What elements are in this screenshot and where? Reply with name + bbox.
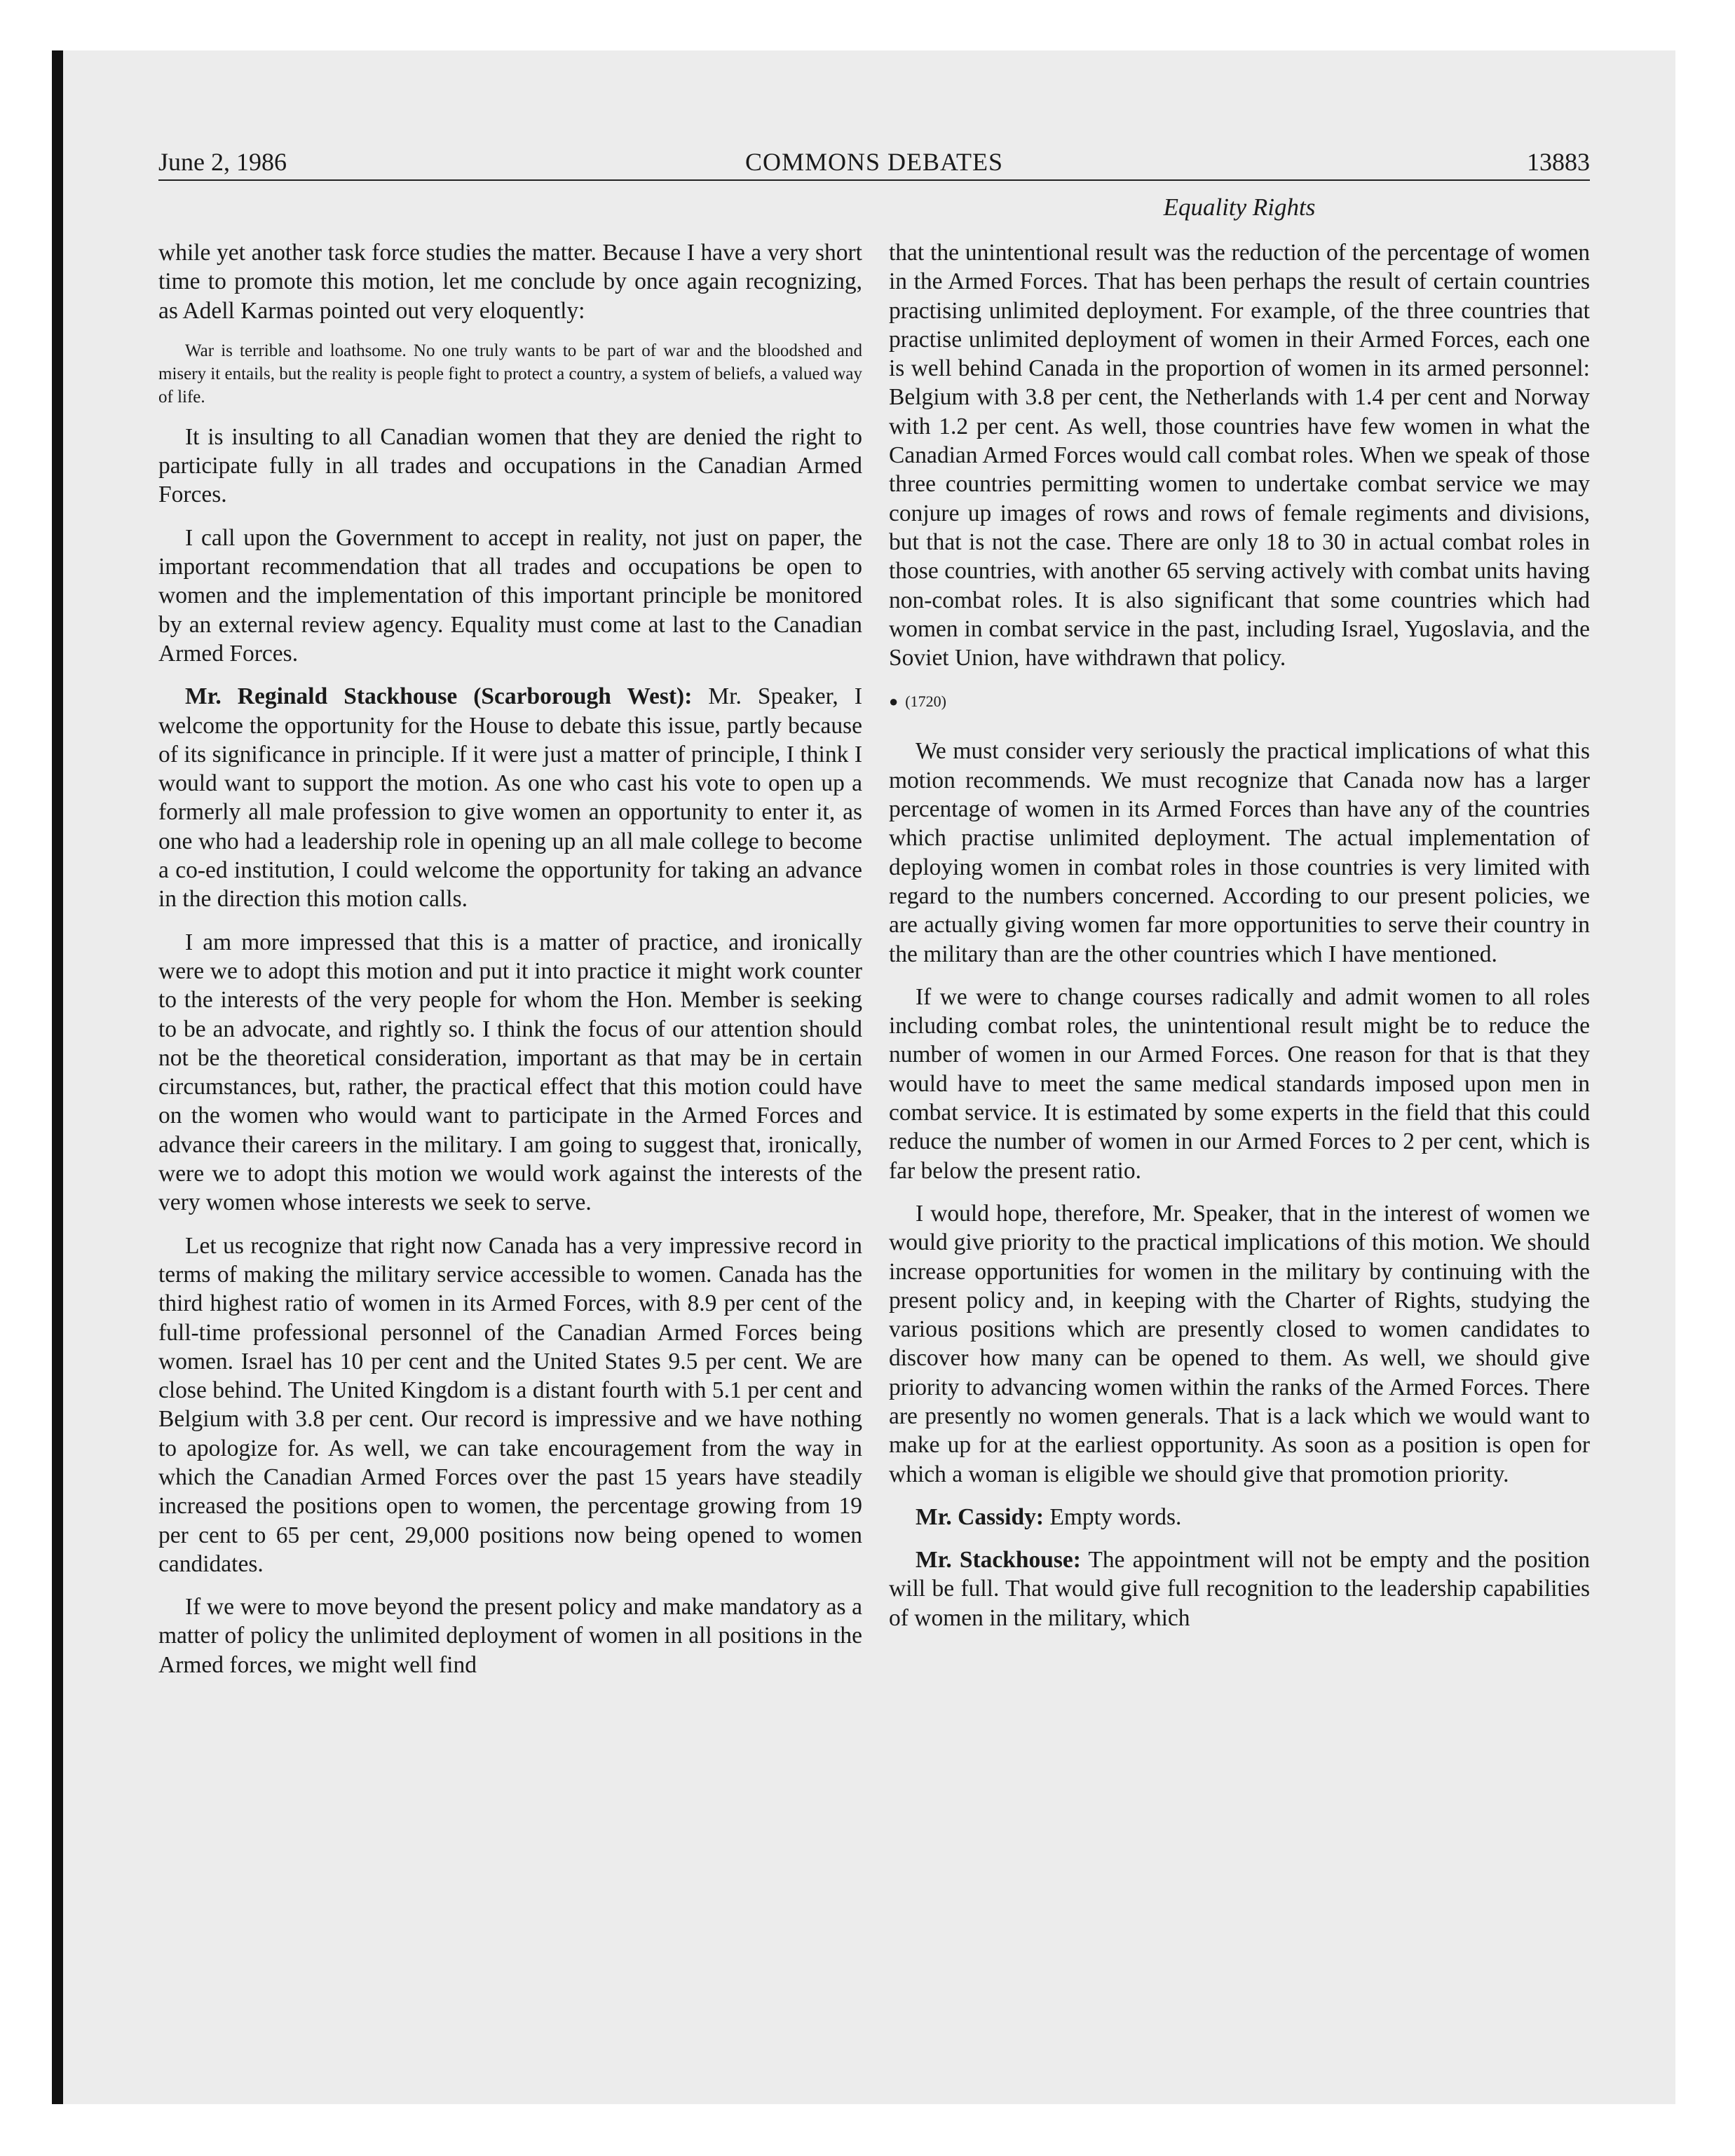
paragraph: while yet another task force studies the matter. Because I have a very short time to promote this motion, let me conclude by once again recognizing, as Adell Karmas pointed out very eloquently: xyxy=(158,240,862,324)
speech-text: Empty words. xyxy=(1044,1503,1182,1530)
paragraph: If we were to change courses radically and admit women to all roles including combat roles, the unintentional result might be to reduce the number of women in our Armed Forces. One reason for that is that they would have to meet the same medical standards imposed upon men in combat service. It is estimated by some experts in the field that this could reduce the number of women in our Armed Forces to 2 per cent, which is far below the present ratio. xyxy=(889,983,1590,1184)
speech-paragraph xyxy=(889,1503,1590,1531)
left-column xyxy=(158,238,862,1693)
bullet-icon: ● xyxy=(889,692,899,711)
section-title: Equality Rights xyxy=(1163,193,1316,221)
speech-text: Mr. Speaker, I welcome the opportunity for the House to debate this issue, partly because of its significance in principle. If it were just a matter of principle, I think I would want to support the motion. As one who cast his vote to open up a formerly all male profession to give women an opportunity to enter it, as one who had a leadership role in opening up an all male college to become a co-ed institution, I could welcome the opportunity for taking an advance in the direction this motion calls. xyxy=(158,683,862,913)
header-date: June 2, 1986 xyxy=(158,148,287,176)
right-column xyxy=(889,238,1590,1646)
speech-paragraph xyxy=(158,682,862,913)
paragraph: It is insulting to all Canadian women that they are denied the right to participate fully in all trades and occupations in the Canadian Armed Forces. xyxy=(158,423,862,508)
speaker-name: Mr. Reginald Stackhouse (Scarborough West): xyxy=(185,683,693,710)
page-header xyxy=(158,143,1590,181)
speaker-name: Mr. Cassidy: xyxy=(916,1503,1045,1530)
paragraph: Let us recognize that right now Canada has a very impressive record in terms of making the military service accessible to women. Canada has the third highest ratio of women in its Armed Forces, with 8.9 per cent of the full-time professional personnel of the Canadian Armed Forces being women. Israel has 10 per cent and the United States 9.5 per cent. We are close behind. The United Kingdom is a distant fourth with 5.1 per cent and Belgium with 3.8 per cent. Our record is impressive and we have nothing to apologize for. As well, we can take encouragement from the way in which the Canadian Armed Forces over the past 15 years have steadily increased the positions open to women, the percentage growing from 19 per cent to 65 per cent, 29,000 positions now being opened to women candidates. xyxy=(158,1232,862,1577)
paragraph: I call upon the Government to accept in reality, not just on paper, the important recommendation that all trades and occupations be open to women and the implementation of this important principle be monitored by an external review agency. Equality must come at last to the Canadian Armed Forces. xyxy=(158,524,862,667)
paragraph: If we were to move beyond the present policy and make mandatory as a matter of policy the unlimited deployment of women in all positions in the Armed forces, we might well find xyxy=(158,1594,862,1678)
paragraph: We must consider very seriously the practical implications of what this motion recommends. We must recognize that Canada now has a larger percentage of women in its Armed Forces than have any of the countries which practise unlimited deployment. The actual implementation of deploying women in combat roles in those countries is very limited with regard to the numbers concerned. According to our present policies, we are actually giving women far more opportunities to serve their country in the military than are the other countries which I have mentioned. xyxy=(889,738,1590,967)
paragraph: I am more impressed that this is a matter of practice, and ironically were we to adopt this motion and put it into practice it might work counter to the interests of the very people for whom the Hon. Member is seeking to be an advocate, and rightly so. I think the focus of our attention should not be the theoretical consideration, important as that may be in certain circumstances, but, rather, the practical effect that this motion could have on the women who would want to participate in the Armed Forces and advance their careers in the military. I am going to suggest that, ironically, were we to adopt this motion we would work against the interests of the very women whose interests we seek to serve. xyxy=(158,929,862,1216)
header-page-number: 13883 xyxy=(1527,148,1590,176)
scan-border xyxy=(52,50,63,2104)
header-title: COMMONS DEBATES xyxy=(744,148,1004,176)
paragraph: I would hope, therefore, Mr. Speaker, that in the interest of women we would give priority to the practical implications of this motion. We should increase opportunities for women in the military by continuing with the present policy and, in keeping with the Charter of Rights, studying the various positions which are presently closed to women candidates to discover how many can be opened to them. As well, we should give priority to advancing women within the ranks of the Armed Forces. There are presently no women generals. That is a lack which we would want to make up for at the earliest opportunity. As soon as a position is open for which a woman is eligible we should give that promotion priority. xyxy=(889,1200,1590,1487)
speech-paragraph xyxy=(889,1546,1590,1632)
time-marker xyxy=(889,686,1590,717)
time-marker-text: (1720) xyxy=(905,692,946,711)
speech-text: The appointment will not be empty and the position will be full. That would give full recognition to the leadership capabilities of women in the military, which xyxy=(889,1547,1590,1631)
block-quote: War is terrible and loathsome. No one truly wants to be part of war and the bloodshed and misery it entails, but the reality is people fight to protect a country, a system of beliefs, a valued way of life. xyxy=(158,341,862,407)
paragraph: that the unintentional result was the reduction of the percentage of women in the Armed Forces. That has been perhaps the result of certain countries practising unlimited deployment. For example, of the three countries that practise unlimited deployment of women in their Armed Forces, each one is well behind Canada in the proportion of women in its armed personnel: Belgium with 3.8 per cent, the Netherlands with 1.4 per cent and Norway with 1.2 per cent. As well, those countries have few women in what the Canadian Armed Forces would call combat roles. When we speak of those three countries permitting women to undertake combat service we may conjure up images of rows and rows of female regiments and divisions, but that is not the case. There are only 18 to 30 in actual combat roles in those countries, with another 65 serving actively with combat units having non-combat roles. It is also significant that some countries which had women in combat service in the past, including Israel, Yugoslavia, and the Soviet Union, have withdrawn that policy. xyxy=(889,240,1590,671)
speaker-name: Mr. Stackhouse: xyxy=(916,1547,1081,1574)
